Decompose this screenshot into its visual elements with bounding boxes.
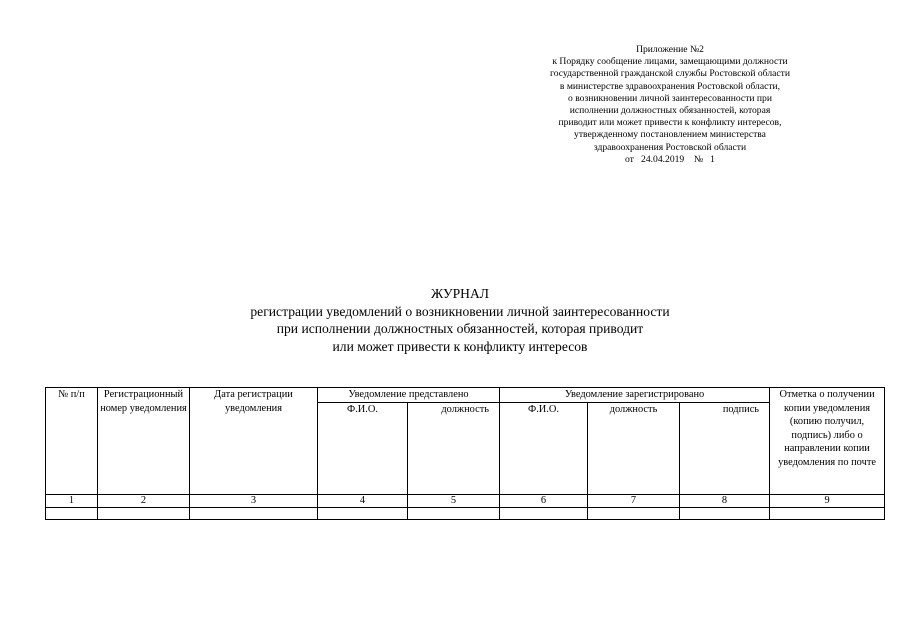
appendix-line: в министерстве здравоохранения Ростовской области, [559,80,781,92]
header-cell-registered: Уведомление зарегистрировано [500,388,770,403]
number-cell: 1 [46,494,98,507]
header-cell-reg-number: Регистрационный номер уведомления [98,388,190,495]
appendix-date-line: от 24.04.2019 № 1 [625,153,715,165]
empty-cell[interactable] [190,507,318,519]
journal-subtitle-line: регистрации уведомлений о возникновении личной заинтересованности [250,303,670,319]
appendix-line: исполнении должностных обязанностей, которая [569,105,771,117]
header-cell-num: № п/п [46,388,98,495]
journal-heading: ЖУРНАЛ [430,286,490,301]
appendix-line: к Порядку сообщение лицами, замещающими должности [552,56,788,68]
table-number-row [46,494,885,507]
subheader-cell-position: должность [588,402,680,494]
journal-subtitle-line: или может привести к конфликту интересов [332,338,588,354]
header-cell-submitted: Уведомление представлено [318,388,500,403]
number-cell: 4 [318,494,408,507]
journal-title [200,285,720,355]
subheader-cell-fio: Ф.И.О. [500,402,588,494]
empty-cell[interactable] [500,507,588,519]
number-cell: 2 [98,494,190,507]
number-cell: 3 [190,494,318,507]
empty-cell[interactable] [770,507,885,519]
empty-cell[interactable] [318,507,408,519]
empty-cell[interactable] [408,507,500,519]
subheader-cell-signature: подпись [680,402,770,494]
appendix-line: государственной гражданской службы Ростовской области [550,68,790,80]
empty-cell[interactable] [680,507,770,519]
header-cell-reg-date: Дата регистрации уведомления [190,388,318,495]
number-cell: 8 [680,494,770,507]
number-cell: 9 [770,494,885,507]
appendix-line: утвержденному постановлением министерства [574,129,766,141]
appendix-line: Приложение №2 [636,44,704,55]
empty-cell[interactable] [98,507,190,519]
header-cell-mark: Отметка о получении копии уведомления (копию получил, подпись) либо о направлении копии уведомления по почте [770,388,885,495]
number-cell: 6 [500,494,588,507]
appendix-line: здравоохранения Ростовской области [593,141,747,153]
journal-subtitle-line: при исполнении должностных обязанностей, которая приводит [276,321,644,336]
table-header-row [46,388,885,403]
subheader-cell-position: должность [408,402,500,494]
appendix-line: приводит или может привести к конфликту интересов, [558,117,782,129]
appendix-line: о возникновении личной заинтересованности при [568,92,772,104]
subheader-cell-fio: Ф.И.О. [318,402,408,494]
number-cell: 7 [588,494,680,507]
empty-cell[interactable] [588,507,680,519]
table-empty-row [46,507,885,519]
appendix-header [520,44,820,166]
empty-cell[interactable] [46,507,98,519]
number-cell: 5 [408,494,500,507]
journal-table [45,387,885,520]
